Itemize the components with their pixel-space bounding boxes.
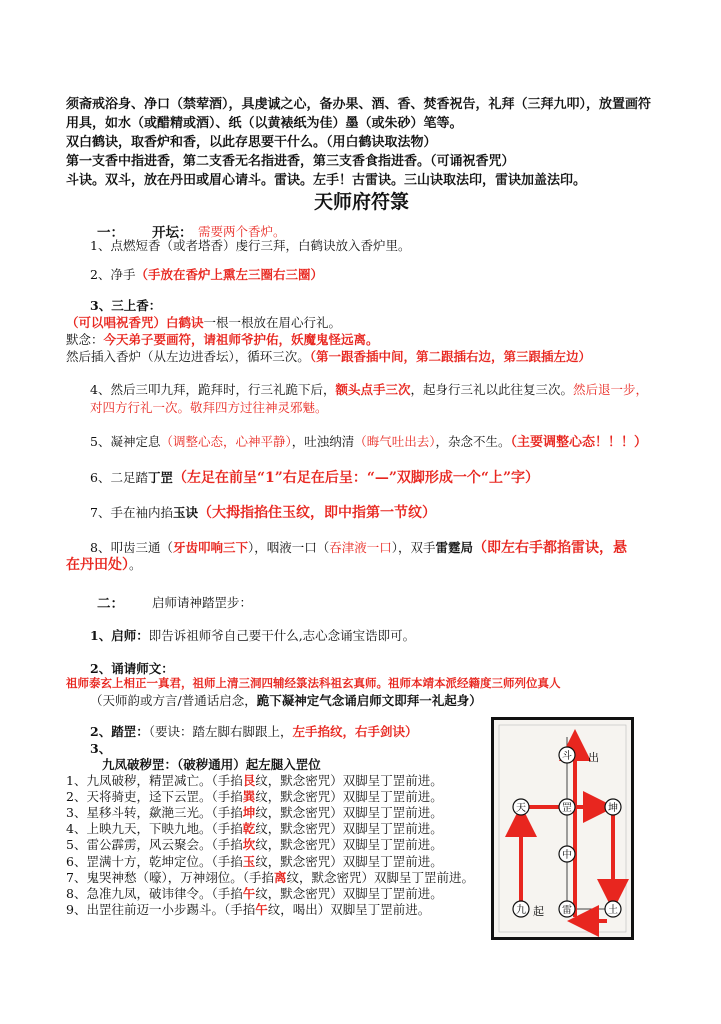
s1-item-3-line-c: 然后插入香炉（从左边进香坛），循环三次。（第一跟香插中间，第二跟插右边，第三跟插左边） — [66, 349, 592, 364]
s2-item-2: 2、诵请师文： — [90, 661, 174, 676]
step-text: 6、罡满十方，乾坤定位。（手掐 — [66, 853, 243, 869]
s1-item-3-line-a: （可以唱祝香咒）白鹤诀一根一根放在眉心行礼。 — [66, 315, 342, 330]
step-text: 7、鬼哭神愁（嚎），万神翊位。（手掐 — [66, 869, 274, 885]
section-2-heading: 启师请神踏罡步： — [152, 595, 253, 610]
step-instruction: 纹，默念密咒）双脚呈丁罡前进。 — [255, 853, 443, 869]
s1-item-1: 1、点燃短香（或者塔香）虔行三拜，白鹤诀放入香炉里。 — [90, 238, 411, 253]
diagram-node-label: 坤 — [608, 803, 618, 814]
intro-line-4: 第一支香中指进香，第二支香无名指进香，第三支香食指进香。（可诵祝香咒） — [66, 154, 515, 169]
step-hand-pattern: 坤 — [242, 805, 256, 821]
step-text: 9、出罡往前迈一小步踢斗。（手掐 — [66, 901, 256, 917]
s2-subheading: 九凤破秽罡：（破秽通用）起左腿入罡位 — [102, 757, 321, 772]
step-text: 4、上映九天，下映九地。（手掐 — [66, 821, 243, 837]
step-instruction: 纹，默念密咒）双脚呈丁罡前进。 — [255, 773, 443, 788]
s1-item-7: 7、手在袖内掐玉诀（大拇指掐住玉纹，即中指第一节纹） — [90, 505, 436, 521]
intro-line-5: 斗诀。双斗，放在丹田或眉心请斗。雷诀。左手！古雷诀。三山诀取法印，雷诀加盖法印。 — [66, 173, 587, 188]
diagram-node-label: 雷 — [562, 905, 572, 916]
s2-invocation-note: （天师韵或方言/普通话启念，跪下凝神定气念诵启师文即拜一礼起身） — [90, 693, 482, 708]
diagram-label-qi: 起 — [533, 905, 544, 918]
step-hand-pattern: 午 — [255, 901, 268, 917]
step-instruction: 纹，默念密咒）双脚呈丁罡前进。 — [255, 805, 443, 821]
s1-item-8: 8、叩齿三通（牙齿叩响三下），咽液一口（吞津液一口），双手雷霆局（即左右手都掐雷诀，悬 — [90, 540, 628, 556]
s2-item-3: 2、踏罡：（要诀：踏左脚右脚跟上，左手掐纹，右手剑诀） — [90, 724, 418, 739]
diagram-node-label: 罡 — [562, 803, 572, 814]
step-hand-pattern: 离 — [273, 869, 287, 885]
intro-line-3: 双白鹤诀，取香炉和香，以此存思要干什么。（用白鹤诀取法物） — [66, 135, 437, 150]
section-1-note: 需要两个香炉。 — [198, 224, 286, 239]
s2-item-3-number: 3、 — [90, 741, 112, 756]
step-text: 3、星移斗转，歘滟三光。（手掐 — [66, 805, 243, 821]
intro-line-1: 须斋戒浴身、净口（禁荤酒），具虔诚之心，备办果、酒、香、焚香祝告，礼拜（三拜九叩），放置画符 — [66, 97, 652, 112]
step-instruction: 纹，喝出）双脚呈丁罡前进。 — [267, 901, 431, 917]
s1-item-3: 3、三上香： — [90, 298, 162, 313]
s1-item-4-cont: 对四方行礼一次。敬拜四方过往神灵邪魅。 — [90, 400, 328, 415]
step-instruction: 纹，默念密咒）双脚呈丁罡前进。 — [286, 869, 474, 885]
step-text: 5、雷公霹雳，风云聚会。（手掐 — [66, 837, 243, 853]
step-text: 8、急准九凤，破讳律令。（手掐 — [66, 885, 243, 901]
step-hand-pattern: 巽 — [242, 789, 256, 805]
step-hand-pattern: 午 — [242, 885, 256, 901]
step-hand-pattern: 玉 — [242, 853, 256, 869]
diagram-node-label: 斗 — [562, 751, 572, 762]
diagram-node-label: 天 — [516, 803, 526, 814]
section-1-heading: 开坛： — [152, 225, 193, 241]
step-hand-pattern: 坎 — [242, 837, 256, 853]
s2-item-1: 1、启师：即告诉祖师爷自己要干什么,志心念诵宝诰即可。 — [90, 628, 416, 643]
s1-item-4: 4、然后三叩九拜，跪拜时，行三礼跪下后，额头点手三次，起身行三礼以此往复三次。然后退一步， — [90, 382, 649, 397]
s2-invocation-text: 祖师泰玄上相正一真君，祖师上清三洞四辅经箓法科祖玄真师。祖师本靖本派经籍度三师列位真人 — [66, 676, 561, 690]
diagram-node-label: 土 — [608, 905, 618, 916]
gang-step-diagram-svg — [491, 717, 634, 940]
s1-item-8-cont: 在丹田处）。 — [66, 557, 142, 573]
s1-item-5: 5、凝神定息（调整心态，心神平静），吐浊纳清（晦气吐出去），杂念不生。（主要调整心态！！！） — [90, 434, 648, 450]
intro-line-2: 用具，如水（或醋精或酒）、纸（以黄裱纸为佳）墨（或朱砂）笔等。 — [66, 116, 463, 131]
diagram-node-label: 九 — [516, 905, 526, 916]
section-1-number: 一： — [97, 225, 124, 241]
s1-item-6: 6、二足踏丁罡（左足在前呈“1”右足在后呈：“—”双脚形成一个“上”字） — [90, 470, 540, 486]
step-instruction: 纹，默念密咒）双脚呈丁罡前进。 — [255, 821, 443, 837]
gang-step-item — [66, 900, 430, 918]
diagram-label-chu: 出 — [588, 751, 599, 764]
section-2-number: 二： — [97, 596, 124, 612]
step-instruction: 纹，默念密咒）双脚呈丁罡前进。 — [255, 789, 443, 805]
step-instruction: 纹，默念密咒）双脚呈丁罡前进。 — [255, 885, 443, 901]
page-title: 天师府符箓 — [314, 191, 410, 213]
step-text: 1、九凤破秽，精罡减亡。（手掐 — [66, 773, 243, 788]
step-hand-pattern: 乾 — [242, 821, 256, 837]
step-instruction: 纹，默念密咒）双脚呈丁罡前进。 — [255, 837, 443, 853]
s1-item-2: 2、净手（手放在香炉上熏左三圈右三圈） — [90, 267, 323, 282]
step-text: 2、天将骑吏，迳下云罡。（手掐 — [66, 789, 243, 805]
diagram-node-label: 中 — [562, 850, 572, 861]
s1-item-3-line-b: 默念：今天弟子要画符，请祖师爷护佑，妖魔鬼怪远离。 — [66, 332, 379, 347]
step-hand-pattern: 艮 — [242, 773, 256, 788]
gang-step-diagram — [491, 717, 634, 940]
